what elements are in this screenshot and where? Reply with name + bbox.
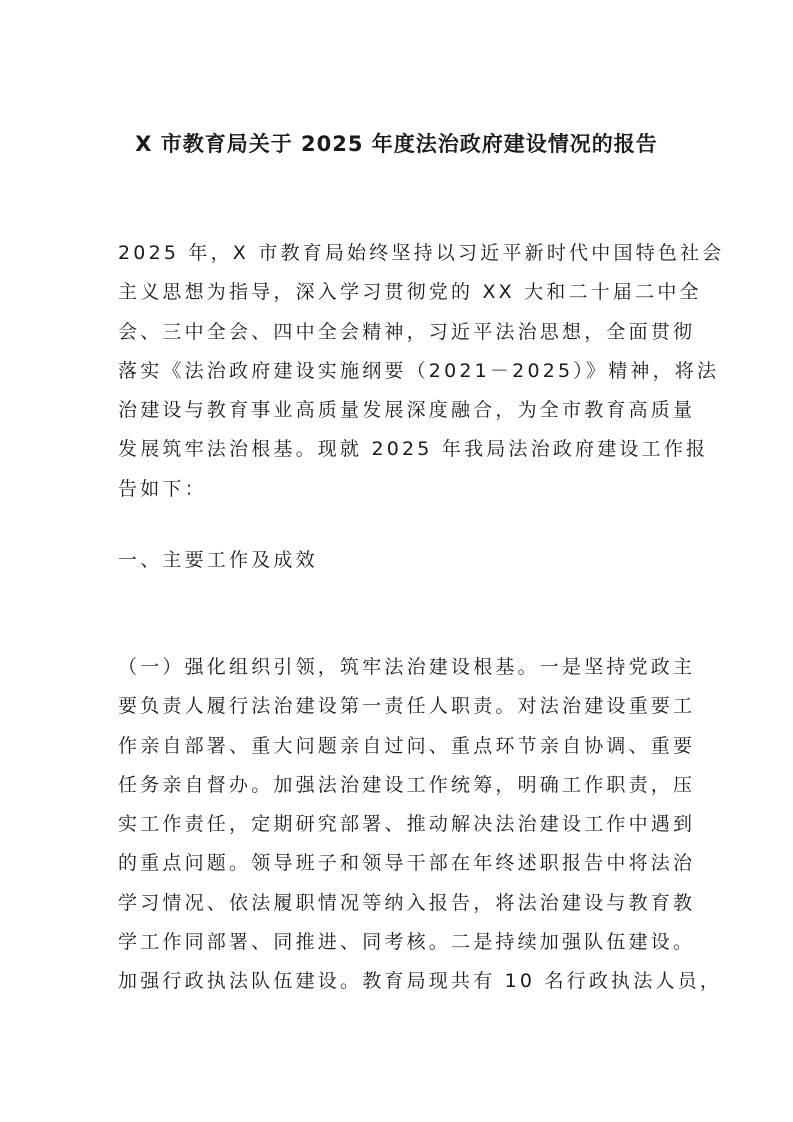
paragraph-line: 落实《法治政府建设实施纲要（2021－2025）》精神，将法 <box>118 359 720 382</box>
paragraph-line: 作亲自部署、重大问题亲自过问、重点环节亲自协调、重要 <box>118 734 696 757</box>
paragraph-line: 的重点问题。领导班子和领导干部在年终述职报告中将法治 <box>118 852 696 875</box>
paragraph-line: 实工作责任，定期研究部署、推动解决法治建设工作中遇到 <box>118 813 696 836</box>
paragraph-line: 主义思想为指导，深入学习贯彻党的 XX 大和二十届二中全 <box>118 281 702 304</box>
paragraph-line: 学工作同部署、同推进、同考核。二是持续加强队伍建设。 <box>118 931 696 954</box>
paragraph-line: 治建设与教育事业高质量发展深度融合，为全市教育高质量 <box>118 399 696 422</box>
paragraph-line: （一）强化组织引领，筑牢法治建设根基。一是坚持党政主 <box>118 656 696 678</box>
paragraph-line: 学习情况、依法履职情况等纳入报告，将法治建设与教育教 <box>118 891 696 914</box>
paragraph-line: 任务亲自督办。加强法治建设工作统筹，明确工作职责，压 <box>118 773 696 796</box>
paragraph-line: 告如下： <box>118 477 207 500</box>
paragraph-line: 2025 年，X 市教育局始终坚持以习近平新时代中国特色社会 <box>118 242 725 264</box>
section-paragraph <box>118 648 723 1002</box>
paragraph-line: 要负责人履行法治建设第一责任人职责。对法治建设重要工 <box>118 695 696 718</box>
paragraph-line: 发展筑牢法治根基。现就 2025 年我局法治政府建设工作报 <box>118 438 709 461</box>
intro-paragraph <box>118 234 725 509</box>
paragraph-line: 会、三中全会、四中全会精神，习近平法治思想，全面贯彻 <box>118 320 696 343</box>
paragraph-line: 加强行政执法队伍建设。教育局现共有 10 名行政执法人员， <box>118 970 723 993</box>
document-title: X 市教育局关于 2025 年度法治政府建设情况的报告 <box>135 132 658 156</box>
section-heading: 一、主要工作及成效 <box>118 549 318 571</box>
